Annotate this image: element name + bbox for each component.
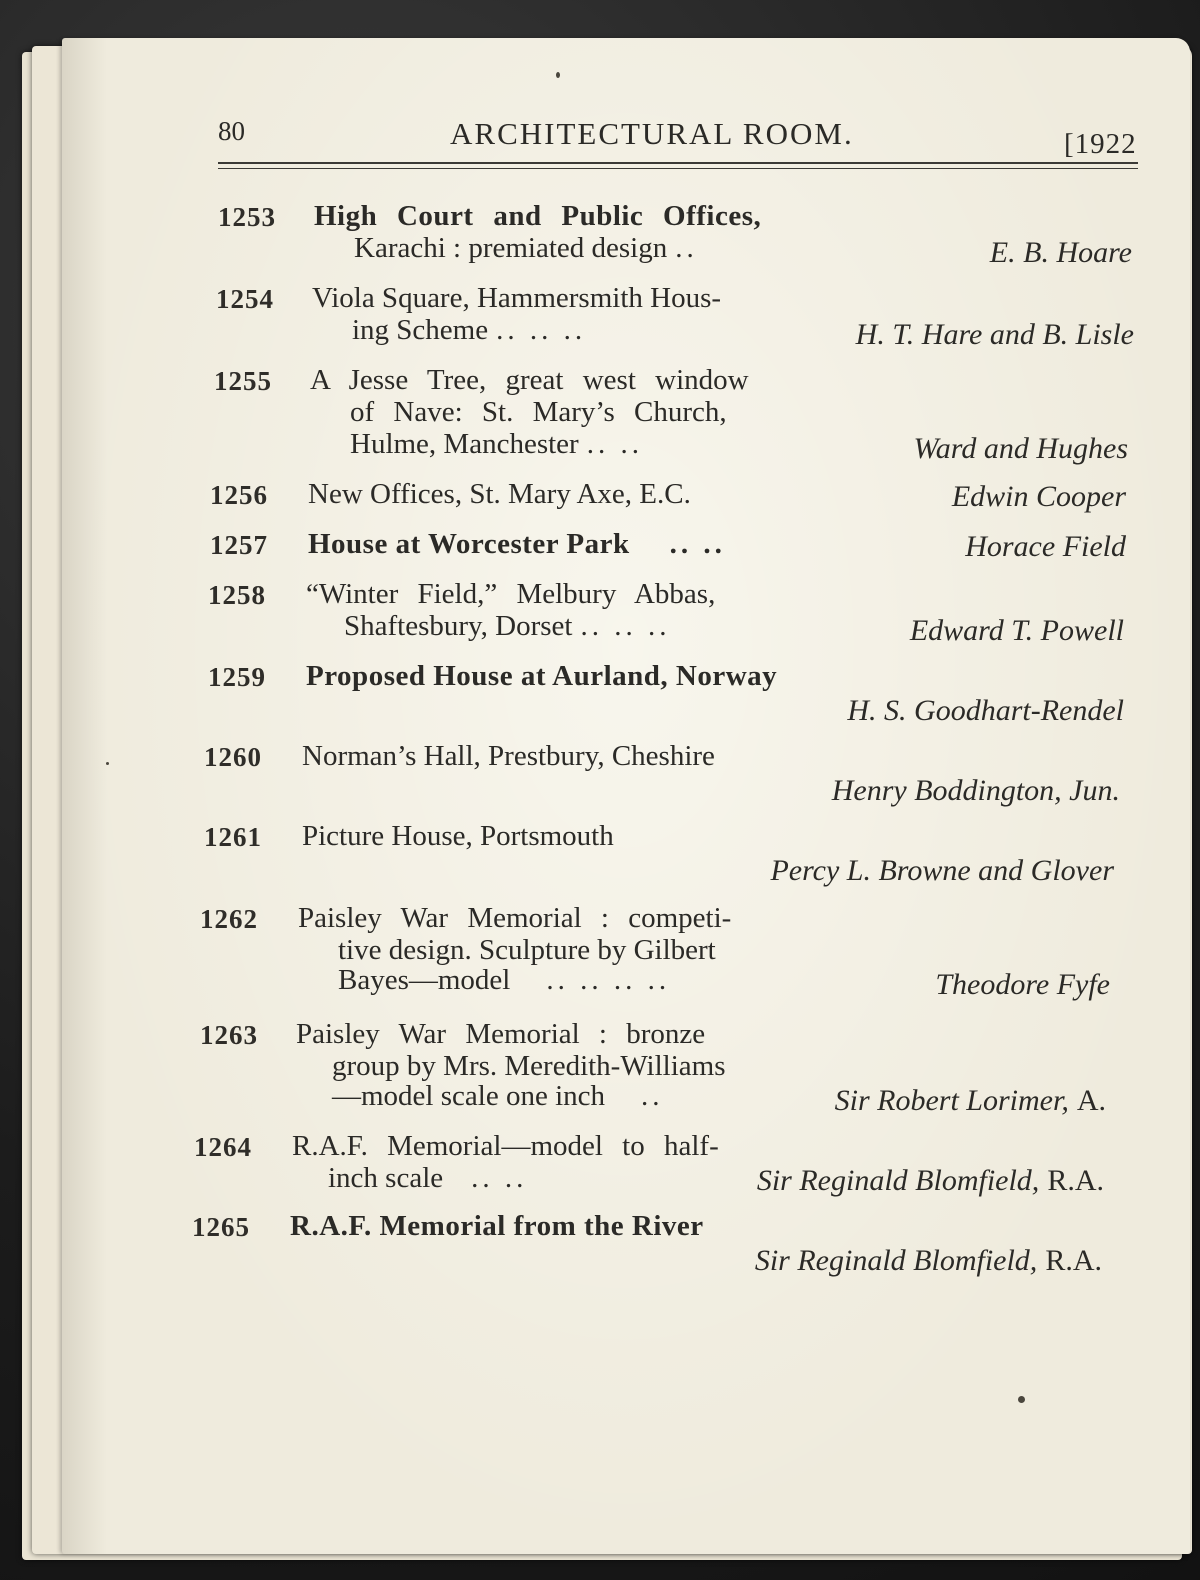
entry-title-line: Picture House, Portsmouth (302, 820, 614, 852)
entry-number: 1257 (210, 530, 268, 560)
entry-title-text: Shaftesbury, Dorset (344, 610, 573, 642)
entry-author (965, 530, 1126, 564)
entry-title-line: “Winter Field,” Melbury Abbas, (306, 578, 716, 610)
entry-author (847, 694, 1124, 728)
entry-title-line (328, 1162, 527, 1195)
entry-number: 1256 (210, 480, 268, 510)
author-name: Ward and Hughes (913, 432, 1128, 465)
author-name: Horace Field (965, 530, 1126, 563)
entry-title-line: Paisley War Memorial : competi- (298, 902, 732, 934)
book-page (62, 38, 1190, 1554)
dot-leaders: .. (641, 1080, 664, 1112)
author-rank: R.A. (1047, 1164, 1104, 1197)
author-name: Edward T. Powell (909, 614, 1124, 647)
author-name: Theodore Fyfe (935, 968, 1110, 1001)
author-name: E. B. Hoare (989, 236, 1132, 269)
page-header (62, 38, 1190, 198)
dot-leaders: .. .. .. .. (546, 964, 671, 996)
entry-number: 1253 (218, 202, 276, 232)
entry-author (770, 854, 1114, 888)
entry-title-line: of Nave: St. Mary’s Church, (350, 396, 727, 428)
entry-title-text: Karachi : premiated design (354, 232, 668, 264)
running-title: ARCHITECTURAL ROOM. (450, 116, 854, 151)
entry-title-line: tive design. Sculpture by Gilbert (338, 934, 716, 966)
entry-number: 1264 (194, 1132, 252, 1162)
author-name: Sir Reginald Blomfield, (754, 1244, 1038, 1277)
entry-author (835, 1084, 1106, 1118)
paper-speck (556, 72, 560, 78)
entry-number: 1255 (214, 366, 272, 396)
dot-leaders: .. .. .. (496, 314, 587, 346)
dot-leaders: .. .. (586, 428, 643, 460)
entry-author (910, 614, 1124, 648)
entry-title-line (338, 964, 670, 997)
entry-title-line: Proposed House at Aurland, Norway (306, 660, 778, 692)
header-rule (218, 168, 1138, 169)
entry-title-line (308, 528, 726, 561)
dot-leaders: .. (675, 232, 698, 264)
dot-leaders: .. .. (669, 528, 726, 560)
author-name: H. S. Goodhart-Rendel (847, 694, 1124, 727)
entry-title-line: group by Mrs. Meredith-Williams (332, 1050, 726, 1082)
entry-number: 1265 (192, 1212, 250, 1242)
entry-title-line (352, 314, 586, 347)
dot-leaders: .. .. (471, 1162, 528, 1194)
entry-author (755, 1244, 1102, 1278)
entry-number: 1261 (204, 822, 262, 852)
author-name: Henry Boddington, Jun. (831, 774, 1120, 807)
entry-title-text: —model scale one inch (332, 1080, 605, 1112)
entry-author (914, 432, 1128, 466)
entry-title-line: New Offices, St. Mary Axe, E.C. (308, 478, 691, 510)
entry-title-text: inch scale (328, 1162, 444, 1194)
entry-author (832, 774, 1120, 808)
entry-author (757, 1164, 1104, 1198)
author-name: H. T. Hare and B. Lisle (855, 318, 1134, 351)
author-rank: A. (1076, 1084, 1106, 1117)
entry-title-line: A Jesse Tree, great west window (310, 364, 749, 396)
header-rule (218, 162, 1138, 164)
entry-title-line (332, 1080, 664, 1113)
entry-author (856, 318, 1134, 352)
dot-leaders: .. .. .. (580, 610, 671, 642)
entry-title-line (354, 232, 698, 265)
entry-title-text: House at Worcester Park (308, 528, 630, 560)
paper-speck (1018, 1396, 1025, 1403)
entry-number: 1263 (200, 1020, 258, 1050)
entry-number: 1262 (200, 904, 258, 934)
entry-number: 1259 (208, 662, 266, 692)
entry-author (935, 968, 1110, 1002)
entry-title-line (344, 610, 670, 643)
entry-author (990, 236, 1132, 270)
entry-title-line: R.A.F. Memorial from the River (290, 1210, 704, 1242)
author-name: Edwin Cooper (951, 480, 1126, 513)
entry-number: 1260 (204, 742, 262, 772)
author-name: Sir Reginald Blomfield, (756, 1164, 1040, 1197)
page-number: 80 (218, 116, 245, 146)
entry-title-line (350, 428, 643, 461)
entry-number: 1254 (216, 284, 274, 314)
author-rank: R.A. (1045, 1244, 1102, 1277)
entry-title-text: ing Scheme (352, 314, 489, 346)
entry-title-line: Paisley War Memorial : bronze (296, 1018, 706, 1050)
entry-title-line: Norman’s Hall, Prestbury, Cheshire (302, 740, 715, 772)
author-name: Percy L. Browne and Glover (770, 854, 1114, 887)
entry-title-text: Bayes—model (338, 964, 511, 996)
year-marker: [1922 (1064, 128, 1137, 160)
entry-title-line: R.A.F. Memorial—model to half- (292, 1130, 719, 1162)
paper-speck (106, 762, 109, 765)
entry-title-line: High Court and Public Offices, (314, 200, 762, 232)
author-name: Sir Robert Lorimer, (834, 1084, 1069, 1117)
entry-number: 1258 (208, 580, 266, 610)
entry-title-text: Hulme, Manchester (350, 428, 579, 460)
entry-title-line: Viola Square, Hammersmith Hous- (312, 282, 722, 314)
entry-author (952, 480, 1126, 514)
